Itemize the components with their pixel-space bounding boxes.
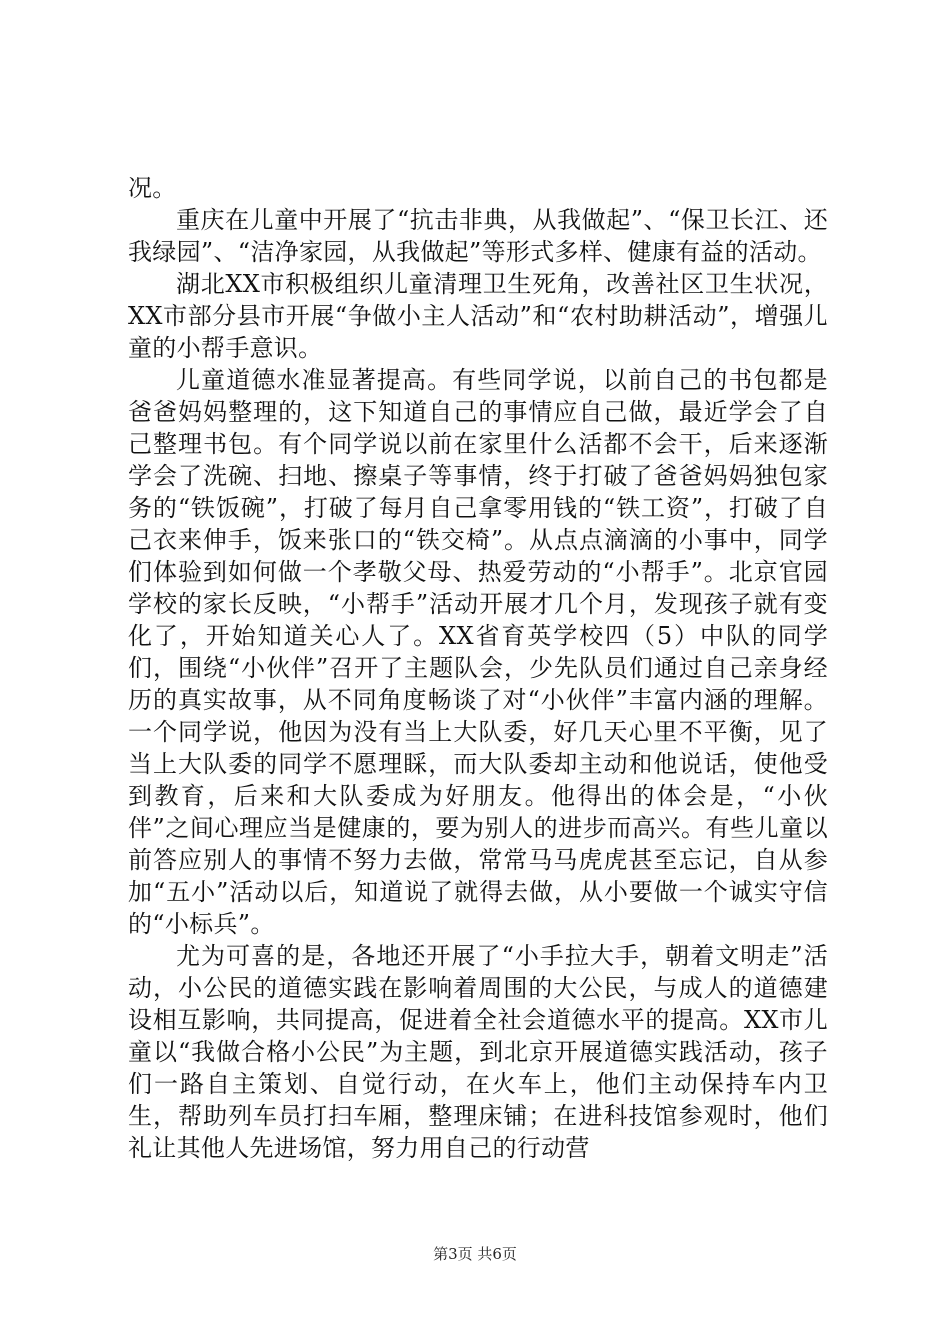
- paragraph-hubei: 湖北XX市积极组织儿童清理卫生死角，改善社区卫生状况，XX市部分县市开展“争做小主人活动”和“农村助耕活动”，增强儿童的小帮手意识。: [128, 270, 828, 362]
- paragraph-moral-improvement: 儿童道德水准显著提高。有些同学说，以前自己的书包都是爸爸妈妈整理的，这下知道自己的事情应自己做，最近学会了自己整理书包。有个同学说以前在家里什么活都不会干，后来逐渐学会了洗碗、扫地、擦桌子等事情，终于打破了爸爸妈妈独包家务的“铁饭碗”，打破了每月自己拿零用钱的“铁工资”，打破了自己衣来伸手，饭来张口的“铁交椅”。从点点滴滴的小事中，同学们体验到如何做一个孝敬父母、热爱劳动的“小帮手”。北京官园学校的家长反映，“小帮手”活动开展才几个月，发现孩子就有变化了，开始知道关心人了。XX省育英学校四（5）中队的同学们，围绕“小伙伴”召开了主题队会，少先队员们通过自己亲身经历的真实故事，从不同角度畅谈了对“小伙伴”丰富内涵的理解。一个同学说，他因为没有当上大队委，好几天心里不平衡，见了当上大队委的同学不愿理睬，而大队委却主动和他说话，使他受到教育，后来和大队委成为好朋友。他得出的体会是，“小伙伴”之间心理应当是健康的，要为别人的进步而高兴。有些儿童以前答应别人的事情不努力去做，常常马马虎虎甚至忘记，自从参加“五小”活动以后，知道说了就得去做，从小要做一个诚实守信的“小标兵”。: [128, 366, 828, 938]
- paragraph-small-hands-big-hands: 尤为可喜的是，各地还开展了“小手拉大手，朝着文明走”活动，小公民的道德实践在影响着周围的大公民，与成人的道德建设相互影响，共同提高，促进着全社会道德水平的提高。XX市儿童以“我做合格小公民”为主题，到北京开展道德实践活动，孩子们一路自主策划、自觉行动，在火车上，他们主动保持车内卫生，帮助列车员打扫车厢，整理床铺；在进科技馆参观时，他们礼让其他人先进场馆，努力用自己的行动营: [128, 942, 828, 1162]
- document-body: [128, 172, 828, 1164]
- paragraph-continuation: 况。: [128, 174, 177, 202]
- page-footer: 第3页 共6页: [433, 1245, 517, 1263]
- paragraph-chongqing: 重庆在儿童中开展了“抗击非典，从我做起”、“保卫长江、还我绿园”、“洁净家园，从我做起”等形式多样、健康有益的活动。: [128, 206, 828, 266]
